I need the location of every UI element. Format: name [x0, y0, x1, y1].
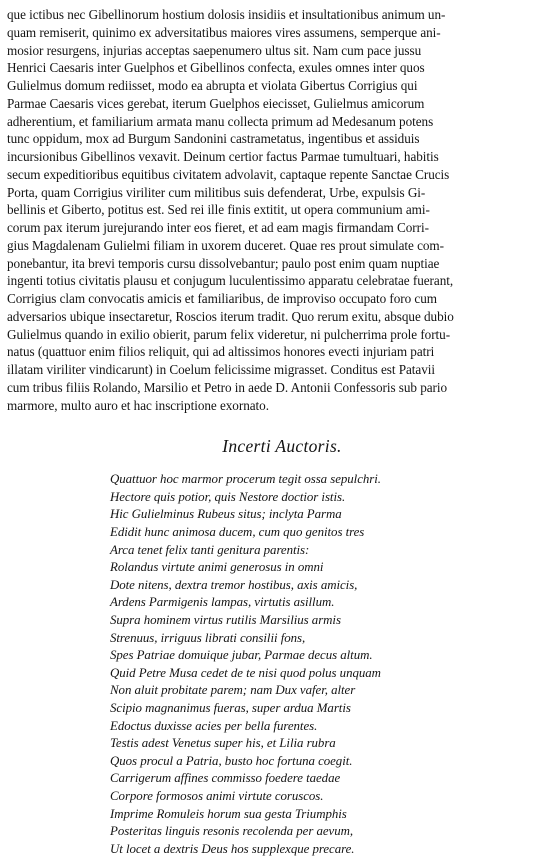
prose-line: gius Magdalenam Gulielmi filiam in uxorem duceret. Quae res prout simulate com-	[7, 237, 444, 253]
prose-line: secum expeditioribus equitibus civitatem advolavit, captaque repente Sanctae Crucis	[7, 166, 450, 182]
prose-line: adherentium, et familiarium armata manu collecta primum ad Medesanum potens	[7, 113, 434, 129]
verse-line: Carrigerum affines commisso foedere taedae	[110, 771, 341, 786]
prose-line: que ictibus nec Gibellinorum hostium dolosis insidiis et insultationibus animum un-	[7, 7, 446, 22]
verse-line: Arca tenet felix tanti genitura parentis:	[110, 542, 310, 557]
verse-line: Strenuus, irriguus librati consilii fons,	[110, 630, 306, 645]
epitaph-poem	[7, 471, 547, 858]
prose-paragraph	[7, 6, 547, 414]
prose-line: illatam viriliter vindicarunt) in Coelum felicissime migrasset. Conditus est Patavii	[7, 362, 435, 377]
verse-line: Imprime Romuleis horum sua gesta Triumphis	[110, 806, 347, 821]
prose-line: Henrici Caesaris inter Guelphos et Gibellinos confecta, exules omnes inter quos	[7, 60, 425, 76]
prose-line: incursionibus Gibellinos vexavit. Deinum certior factus Parmae tumultuari, habitis	[7, 149, 439, 164]
prose-line: Gulielmus domum rediisset, modo ea abrupta et violata Gibertus Corrigius qui	[7, 78, 418, 93]
prose-line: Porta, quam Corrigius viriliter cum militibus suis defenderat, Urbe, expulsis Gi-	[7, 184, 426, 200]
verse-line: Non aluit probitate parem; nam Dux vafer, alter	[110, 683, 356, 698]
verse-line: Dote nitens, dextra tremor hostibus, axis amicis,	[110, 577, 358, 592]
prose-line: quam remiserit, quinimo ex adversitatibus maiores vires assumens, semperque ani-	[7, 24, 441, 40]
verse-line: Quid Petre Musa cedet de te nisi quod polus unquam	[110, 665, 381, 680]
prose-line: mosior resurgens, injurias acceptas saepenumero ultus sit. Nam cum pace jussu	[7, 42, 422, 58]
prose-line: tunc oppidum, mox ad Burgum Sandonini castrametatus, ingentibus et assiduis	[7, 131, 420, 147]
prose-line: ingenti totius civitatis plausu et conjugum luculentissimo apparatu celebratae fuerant,	[7, 273, 454, 289]
prose-line: Parmae Caesaris vices gerebat, iterum Guelphos eiecisset, Gulielmus amicorum	[7, 95, 425, 111]
verse-line: Quos procul a Patria, busto hoc fortuna coegit.	[110, 753, 353, 768]
prose-line: Corrigius clam convocatis amicis et familiaribus, de improviso occupato foro cum	[7, 291, 437, 306]
verse-line: Posteritas linguis resonis recolenda per aevum,	[110, 824, 354, 839]
prose-line: cum tribus filiis Rolando, Marsilio et Petro in aede D. Antonii Confessoris sub pario	[7, 379, 448, 395]
verse-line: Hic Gulielminus Rubeus situs; inclyta Parma	[110, 507, 342, 522]
prose-line: marmore, multo auro et hac inscriptione exornato.	[7, 397, 269, 413]
prose-line: natus (quattuor enim filios reliquit, qui ad altissimos honores evecti injuriam patri	[7, 344, 435, 360]
verse-line: Edidit hunc animosa ducem, cum quo genitos tres	[110, 525, 365, 540]
verse-line: Rolandus virtute animi generosus in omni	[110, 560, 324, 575]
prose-line: corum pax iterum jurejurando inter eos fieret, et ad eam magis firmandam Corri-	[7, 220, 429, 235]
verse-line: Ardens Parmigenis lampas, virtutis asillum.	[110, 595, 335, 610]
prose-line: Gulielmus quando in exilio obierit, parum felix videretur, ni pulcherrima prole fortu-	[7, 326, 451, 342]
verse-line: Quattuor hoc marmor procerum tegit ossa sepulchri.	[110, 472, 381, 487]
prose-line: bellinis et Giberto, potitus est. Sed rei ille finis extitit, ut opera communium ami-	[7, 202, 430, 218]
verse-line: Corpore formosos animi virtute coruscos.	[110, 788, 324, 803]
verse-line: Spes Patriae domuique jubar, Parmae decus altum.	[110, 648, 373, 663]
verse-line: Hectore quis potior, quis Nestore doctior istis.	[110, 489, 346, 504]
verse-line: Scipio magnanimus fueras, super ardua Martis	[110, 700, 351, 715]
prose-line: adversarios ubique insectaretur, Roscios iterum tradit. Quo rerum exitu, absque dubio	[7, 308, 454, 324]
verse-line: Supra hominem virtus rutilis Marsilius armis	[110, 613, 341, 627]
verse-line: Edoctus duxisse acies per bella furentes.	[110, 718, 318, 733]
verse-line: Testis adest Venetus super his, et Lilia rubra	[110, 736, 336, 751]
inscription-heading: Incerti Auctoris.	[222, 436, 342, 457]
verse-line: Ut locet a dextris Deus hos supplexque precare.	[110, 841, 355, 856]
prose-line: ponebantur, ita brevi temporis cursu dissolvebantur; paulo post enim quam nuptiae	[7, 255, 440, 271]
